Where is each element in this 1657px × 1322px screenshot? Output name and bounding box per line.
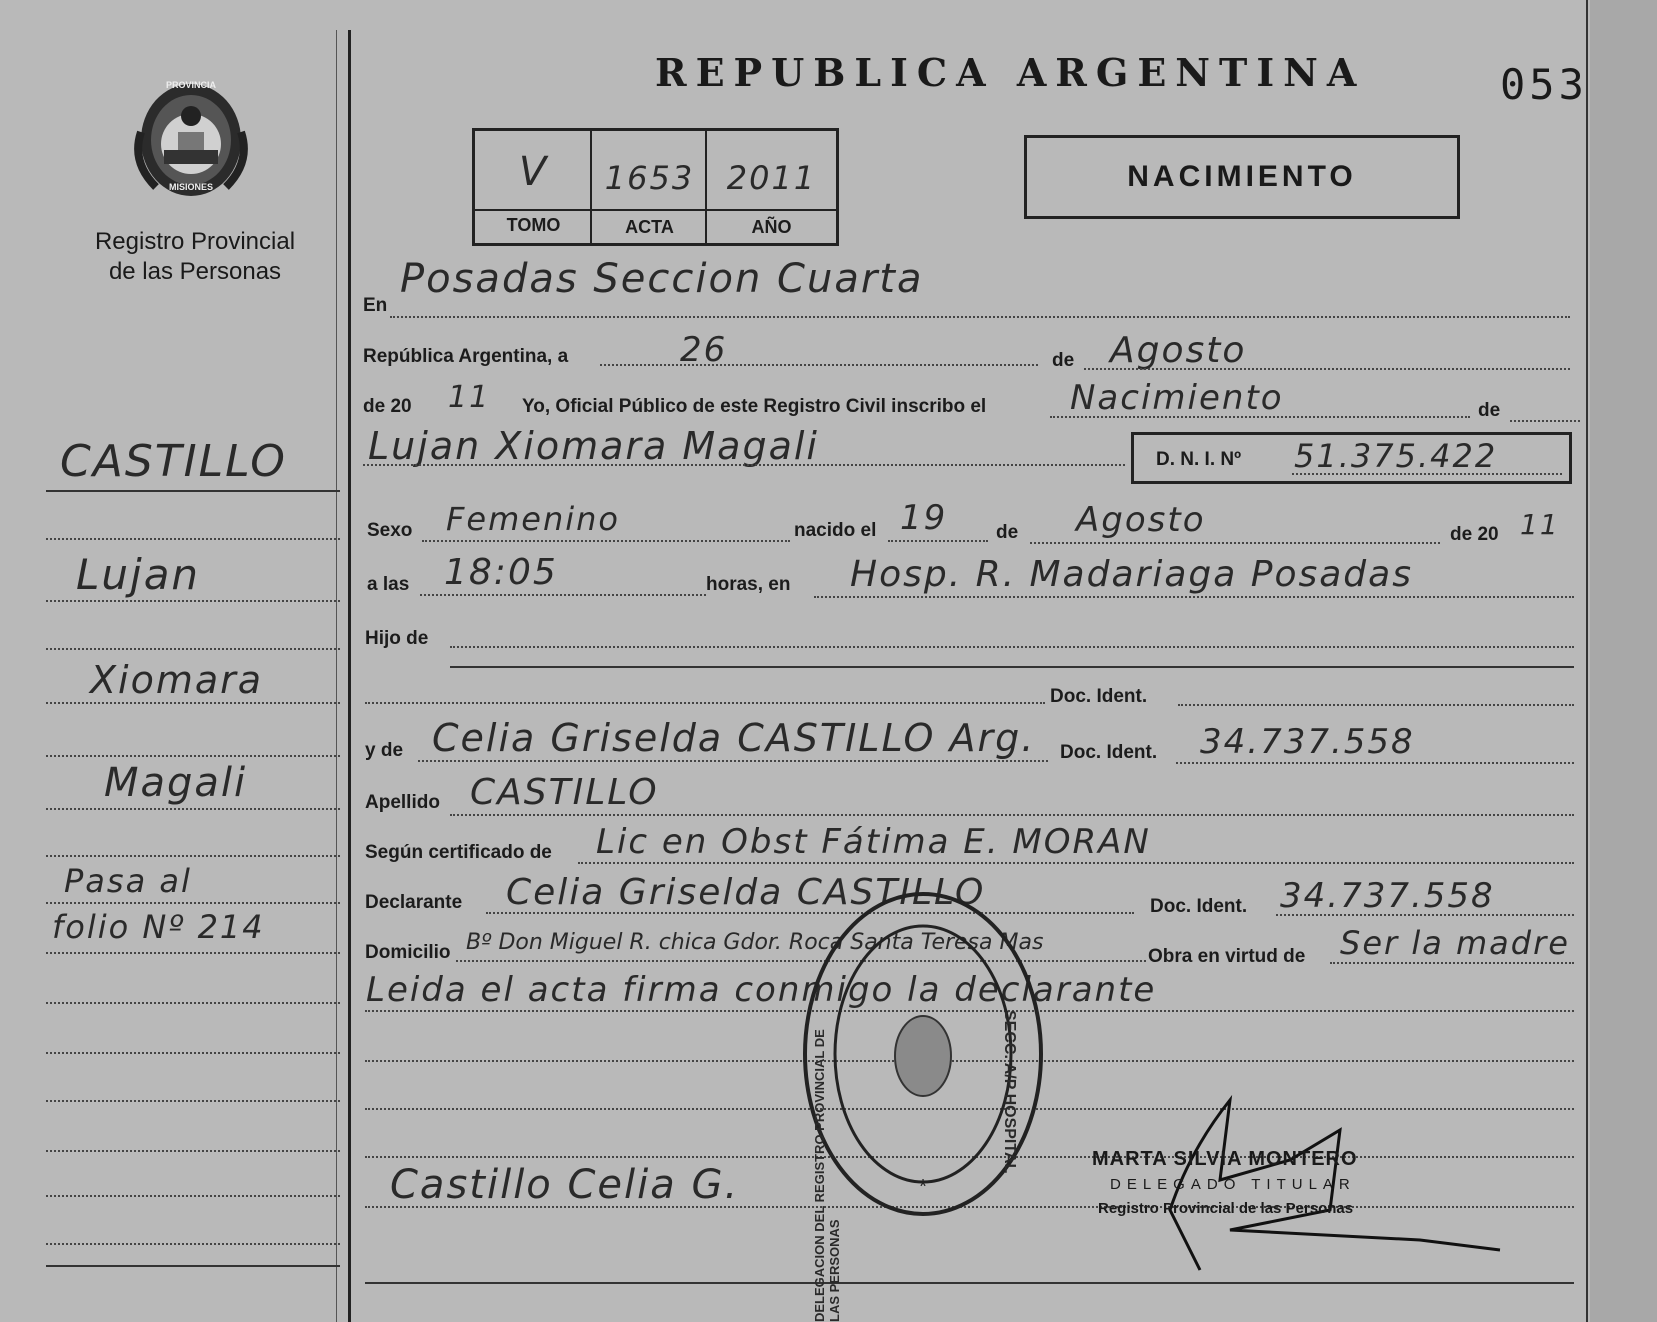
official-role: DELEGADO TITULAR [1110,1176,1356,1193]
value-leida: Leida el acta firma conmigo la declarante [366,970,1157,1010]
stamp-ring-text: DELEGACION DEL REGISTRO PROVINCIAL DE LAS PERSONAS [812,1029,842,1322]
value-declarante: Celia Griselda CASTILLO [506,872,986,913]
value-sexo: Femenino [446,500,620,538]
margin-surname: CASTILLO [60,436,287,487]
seal-bottom-text: MISIONES [168,182,213,192]
label-nacido: nacido el [794,520,877,541]
doc-type: NACIMIENTO [1127,160,1357,193]
margin-divider [348,30,351,1322]
label-apellido: Apellido [365,792,440,813]
value-lugar: Posadas Seccion Cuarta [400,256,924,302]
label-declarante: Declarante [365,892,463,913]
acta-value: 1653 [604,159,695,197]
label-a-las: a las [367,574,410,595]
margin-divider-thin [336,30,337,1322]
value-nombre: Lujan Xiomara Magali [368,424,819,468]
registry-name-line1: Registro Provincial [94,228,296,255]
label-de-20: de 20 [363,396,412,417]
margin-name1: Lujan [76,550,201,599]
label-domicilio: Domicilio [365,942,451,963]
margin-name2: Xiomara [90,658,264,702]
page-right-edge [1586,0,1588,1322]
value-apellido: CASTILLO [470,772,659,813]
value-obra: Ser la madre [1340,924,1570,962]
value-certificado: Lic en Obst Fátima E. MORAN [596,822,1151,862]
anio-label: AÑO [751,217,792,237]
label-de: de [1478,400,1501,421]
value-madre: Celia Griselda CASTILLO Arg. [432,716,1036,760]
label-segun: Según certificado de [365,842,552,863]
label-hijo: Hijo de [365,628,429,649]
value-declarante-doc: 34.737.558 [1280,876,1495,916]
margin-note-line1: Pasa al [64,862,192,900]
margin-note-line2: folio Nº 214 [52,908,265,946]
country-title: REPUBLICA ARGENTINA [655,50,1366,95]
value-dia: 26 [680,330,728,370]
anio-value: 2011 [726,159,817,197]
official-name: MARTA SILVIA MONTERO [1092,1148,1358,1170]
value-dni: 51.375.422 [1294,437,1498,475]
registry-name-line2: de las Personas [108,258,282,285]
dni-box [1131,432,1572,484]
declarant-signature: Castillo Celia G. [390,1162,740,1208]
value-hora: 18:05 [444,552,558,593]
label-obra: Obra en virtud de [1148,946,1306,967]
label-dni: D. N. I. Nº [1156,449,1242,470]
value-acto: Nacimiento [1070,378,1284,418]
label-de-20b: de 20 [1450,524,1499,545]
acta-label: ACTA [625,217,674,237]
tomo-label: TOMO [506,215,561,235]
seal-top-text: PROVINCIA [165,80,216,90]
value-nacido-mes: Agosto [1076,500,1206,540]
value-anio-suffix: 11 [448,380,491,415]
official-org: Registro Provincial de las Personas [1098,1200,1354,1217]
label-de-month: de [1052,350,1075,371]
margin-name3: Magali [104,760,248,806]
value-nacido-anio: 11 [1520,508,1560,541]
value-lugar-nac: Hosp. R. Madariaga Posadas [850,554,1413,595]
label-sexo: Sexo [367,520,413,541]
label-republica: República Argentina, a [363,346,569,367]
label-en: En [363,295,388,316]
label-doc1: Doc. Ident. [1050,686,1148,707]
record-id-table [472,128,839,246]
value-madre-doc: 34.737.558 [1200,722,1415,762]
label-doc2: Doc. Ident. [1060,742,1158,763]
label-yo: Yo, Oficial Público de este Registro Civil inscribo el [522,396,987,417]
label-doc3: Doc. Ident. [1150,896,1248,917]
value-domicilio: Bº Don Miguel R. chica Gdor. Roca Santa Teresa Mas [466,930,1044,955]
tomo-value: V [518,149,549,195]
stamp-inner-text: SECC. A/P HOSPITAL [1001,1010,1018,1174]
svg-text:*: * [919,1176,927,1198]
label-de2: de [996,522,1019,543]
label-horas: horas, en [706,574,791,595]
value-nacido-dia: 19 [900,498,948,538]
value-mes: Agosto [1110,330,1247,371]
label-y-de: y de [365,740,404,761]
page-number: 053 [1500,60,1588,109]
doc-type-box [1024,135,1460,219]
